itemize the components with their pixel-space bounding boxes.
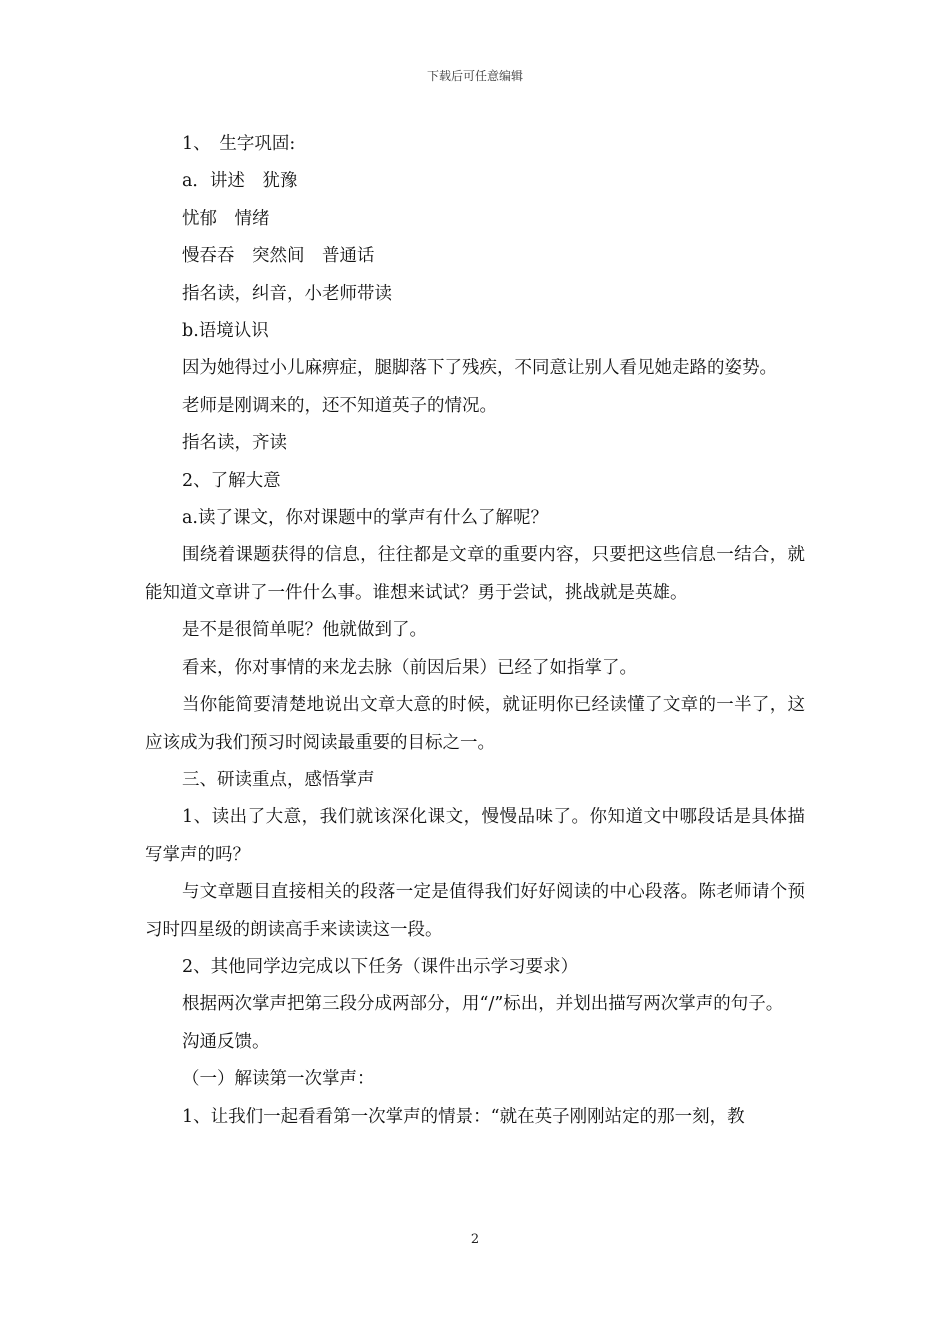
paragraph: 1、读出了大意，我们就该深化课文，慢慢品味了。你知道文中哪段话是具体描写掌声的吗？ <box>145 807 805 865</box>
page-header: 下载后可任意编辑 <box>426 69 523 83</box>
paragraph: 忧郁 情绪 <box>182 208 270 229</box>
paragraph: 慢吞吞 突然间 普通话 <box>182 246 375 267</box>
paragraph: 1、 生字巩固: <box>182 134 296 154</box>
paragraph: 2、了解大意 <box>182 470 281 491</box>
paragraph: 是不是很简单呢？他就做到了。 <box>182 620 427 641</box>
paragraph: 指名读，纠音，小老师带读 <box>182 283 392 304</box>
section-heading: 三、研读重点，感悟掌声 <box>182 769 375 790</box>
document-body <box>145 126 805 1136</box>
page-number: 2 <box>470 1232 480 1247</box>
paragraph: 老师是刚调来的，还不知道英子的情况。 <box>182 395 497 416</box>
paragraph: a.读了课文，你对课题中的掌声有什么了解呢？ <box>182 508 548 529</box>
subsection-heading: （一）解读第一次掌声： <box>182 1069 375 1090</box>
paragraph: 指名读，齐读 <box>182 433 287 454</box>
paragraph: 1、让我们一起看看第一次掌声的情景：“就在英子刚刚站定的那一刻，教 <box>182 1106 745 1127</box>
paragraph: 根据两次掌声把第三段分成两部分，用“/”标出，并划出描写两次掌声的句子。 <box>182 994 784 1015</box>
paragraph: 与文章题目直接相关的段落一定是值得我们好好阅读的中心段落。陈老师请个预习时四星级的朗读高手来读读这一段。 <box>145 882 805 940</box>
paragraph: 看来，你对事情的来龙去脉（前因后果）已经了如指掌了。 <box>182 657 637 678</box>
paragraph: 围绕着课题获得的信息，往往都是文章的重要内容，只要把这些信息一结合，就能知道文章讲了一件什么事。谁想来试试？勇于尝试，挑战就是英雄。 <box>145 545 805 603</box>
paragraph: b.语境认识 <box>182 321 269 342</box>
paragraph: 当你能简要清楚地说出文章大意的时候，就证明你已经读懂了文章的一半了，这应该成为我们预习时阅读最重要的目标之一。 <box>145 695 805 753</box>
paragraph: 沟通反馈。 <box>182 1031 270 1052</box>
paragraph: 2、其他同学边完成以下任务（课件出示学习要求） <box>182 956 579 977</box>
paragraph: 因为她得过小儿麻痹症，腿脚落下了残疾，不同意让别人看见她走路的姿势。 <box>182 358 777 379</box>
paragraph: a．讲述 犹豫 <box>182 171 298 192</box>
